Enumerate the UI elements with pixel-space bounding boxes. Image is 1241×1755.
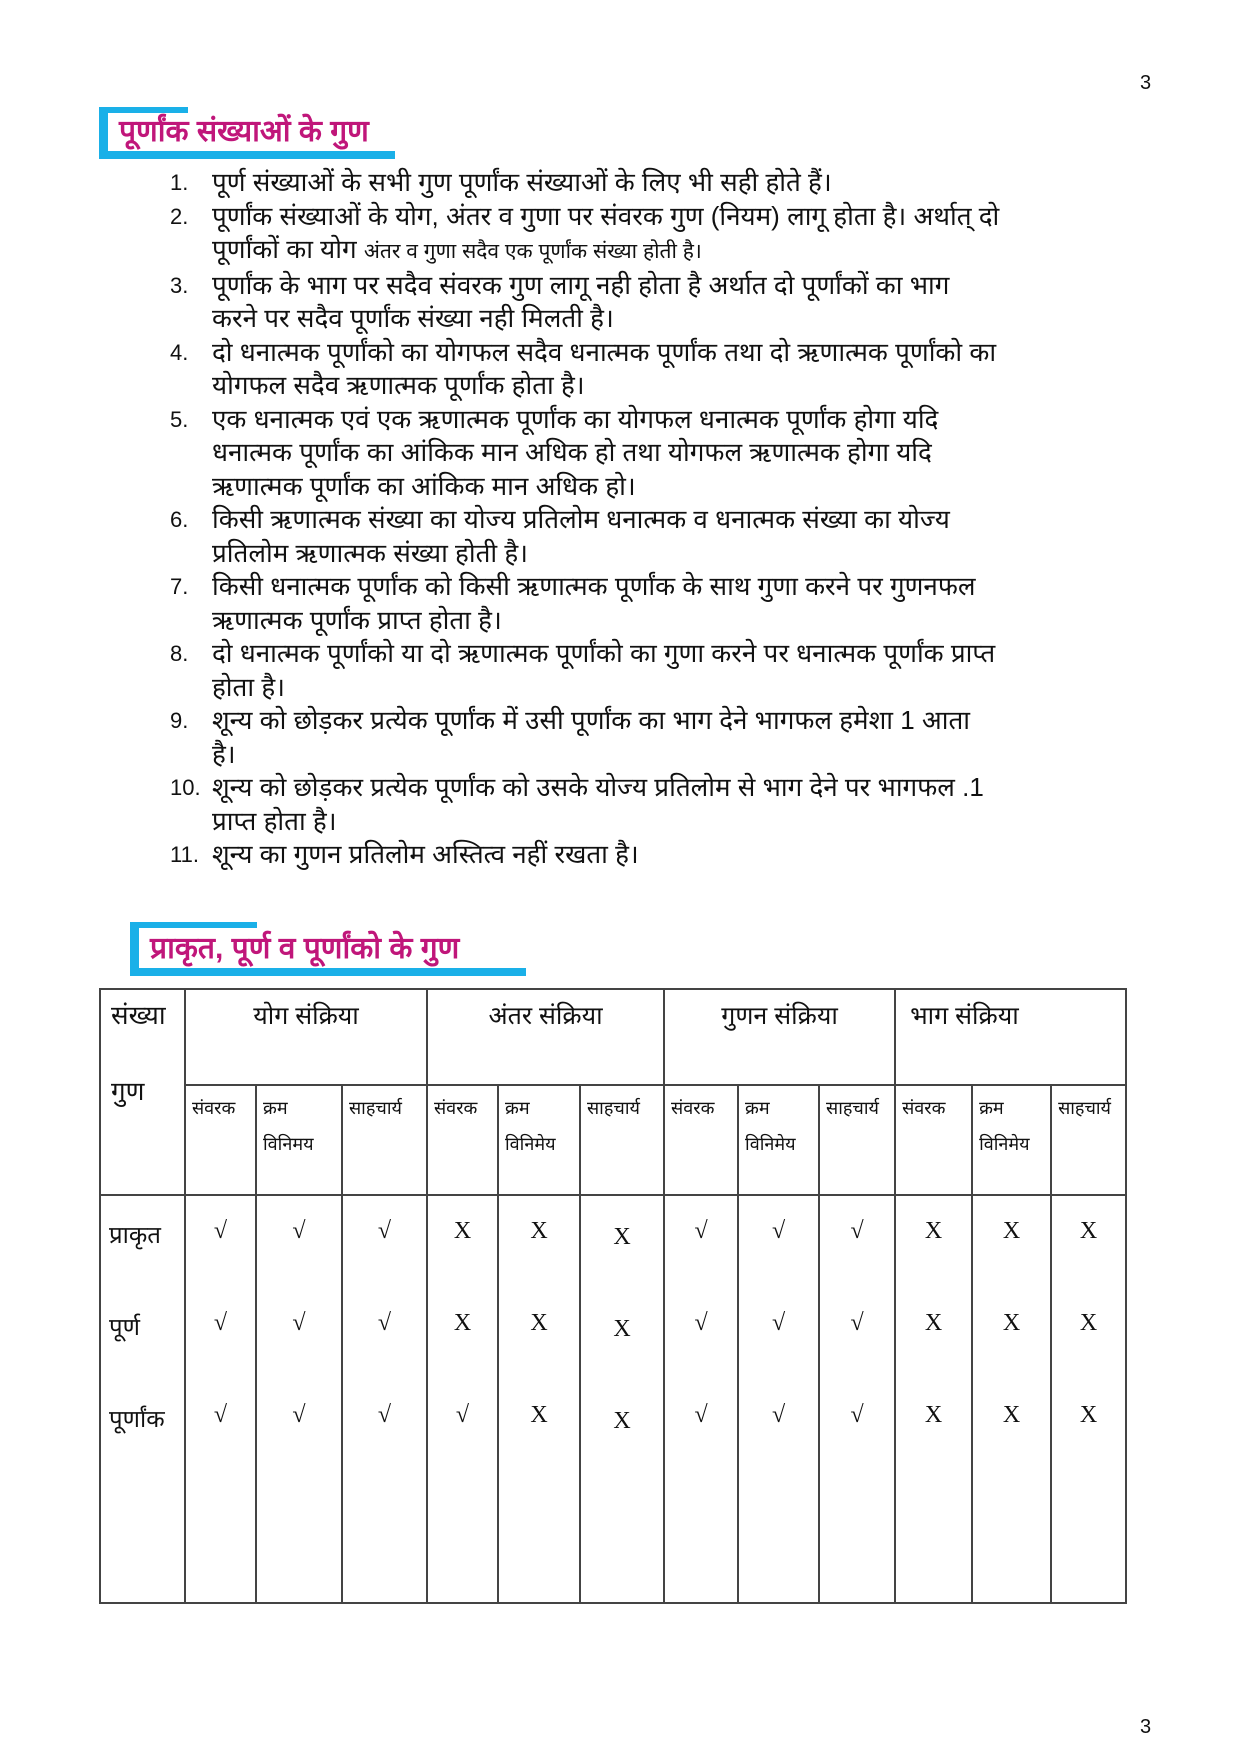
group-header-addition: योग संक्रिया [185, 989, 427, 1085]
list-item [170, 570, 1150, 637]
check-mark: √ [377, 1310, 392, 1336]
line-text: धनात्मक पूर्णांक का आंकिक मान अधिक हो तथा योगफल ऋणात्मक होगा यदि [212, 437, 932, 467]
table-cell [427, 1402, 498, 1603]
group-header-multiplication: गुणन संक्रिया [664, 989, 895, 1085]
title-accent-bar [99, 151, 395, 159]
list-item-line [212, 403, 1150, 437]
line-text: पूर्ण संख्याओं के सभी गुण पूर्णांक संख्याओं के लिए भी सही होते हैं। [212, 167, 832, 197]
subheader-cell: संवरक [427, 1085, 498, 1195]
line-text: ऋणात्मक पूर्णांक प्राप्त होता है। [212, 604, 502, 635]
list-item-number: 5. [170, 406, 189, 432]
check-mark: √ [850, 1310, 864, 1336]
list-item-line [212, 436, 1150, 470]
subheader-cell: साहचार्य [819, 1085, 895, 1195]
cross-mark: X [924, 1402, 943, 1428]
check-mark: √ [292, 1310, 306, 1336]
cross-mark: X [530, 1310, 548, 1336]
line-text: करने पर सदैव पूर्णांक संख्या नही मिलती है। [212, 303, 614, 333]
list-item-number: 4. [170, 339, 189, 365]
check-mark: √ [292, 1218, 306, 1244]
line-text: प्राप्त होता है। [212, 805, 337, 836]
table-cell [972, 1402, 1051, 1603]
check-mark: √ [377, 1402, 392, 1428]
check-mark: √ [694, 1310, 708, 1336]
subheader-cell: क्रम विनिमय [256, 1085, 342, 1195]
table-cell [185, 1195, 256, 1310]
table-cell [1051, 1310, 1126, 1402]
row-label: पूर्ण [100, 1310, 185, 1402]
list-item [170, 704, 1150, 771]
cross-mark: X [924, 1218, 943, 1244]
subheader-cell: क्रम विनिमेय [972, 1085, 1051, 1195]
table-cell [185, 1310, 256, 1402]
list-item-number: 8. [170, 641, 189, 666]
check-mark: √ [771, 1218, 786, 1244]
line-text: प्रतिलोम ऋणात्मक संख्या होती है। [212, 537, 529, 568]
section-title-integer-properties [99, 107, 395, 159]
table-cell [498, 1310, 580, 1402]
line-text: शून्य को छोड़कर प्रत्येक पूर्णांक में उसी पूर्णांक का भाग देने भागफल हमेशा 1 आता [212, 705, 971, 735]
check-mark: √ [455, 1402, 470, 1428]
check-mark: √ [213, 1310, 228, 1336]
list-item [170, 838, 1150, 872]
table-cell [427, 1310, 498, 1402]
list-item-line [212, 166, 1150, 200]
corner-top-label: संख्या [111, 1000, 166, 1030]
list-item-line [212, 704, 1150, 738]
table-cell [819, 1195, 895, 1310]
cross-mark: X [1002, 1402, 1021, 1428]
list-item [170, 336, 1150, 403]
table-cell [342, 1402, 427, 1603]
list-item [170, 637, 1150, 704]
list-item [170, 200, 1150, 269]
table-cell [342, 1195, 427, 1310]
corner-header [100, 989, 185, 1195]
list-item [170, 771, 1150, 838]
list-item-number: 7. [170, 574, 189, 599]
table-cell [738, 1402, 819, 1603]
cross-mark: X [1079, 1310, 1098, 1336]
page-number-top: 3 [1140, 72, 1152, 94]
table-cell [256, 1310, 342, 1402]
line-text: शून्य को छोड़कर प्रत्येक पूर्णांक को उसके योज्य प्रतिलोम से भाग देने पर भागफल .1 [212, 772, 984, 802]
table-cell [819, 1402, 895, 1603]
check-mark: √ [292, 1402, 306, 1428]
table-cell [498, 1402, 580, 1603]
list-item-line [212, 336, 1150, 370]
table-cell [342, 1310, 427, 1402]
list-item-number: 2. [170, 203, 189, 229]
list-item-line [212, 470, 1150, 504]
line-text: पूर्णांकों का योग [212, 234, 357, 264]
check-mark: √ [213, 1402, 228, 1428]
table-cell [1051, 1195, 1126, 1310]
section-title-text: प्राकृत, पूर्ण व पूर्णांको के गुण [150, 932, 460, 965]
list-item-line [212, 738, 1150, 772]
line-text: ऋणात्मक पूर्णांक का आंकिक मान अधिक हो। [212, 470, 636, 501]
title-accent-bar [130, 968, 526, 976]
list-item-line [212, 302, 1150, 336]
table-cell [580, 1195, 664, 1310]
row-label: प्राकृत [100, 1195, 185, 1310]
line-text: एक धनात्मक एवं एक ऋणात्मक पूर्णांक का योगफल धनात्मक पूर्णांक होगा यदि [212, 403, 939, 434]
list-item [170, 269, 1150, 336]
table-cell [664, 1195, 738, 1310]
list-item-line [212, 233, 1150, 269]
line-text: दो धनात्मक पूर्णांको का योगफल सदैव धनात्मक पूर्णांक तथा दो ऋणात्मक पूर्णांको का [212, 336, 997, 367]
list-item-number: 6. [170, 507, 189, 532]
cross-mark: X [924, 1310, 943, 1336]
corner-bottom-label: गुण [111, 1076, 145, 1106]
line-text: है। [212, 738, 236, 769]
list-item-line [212, 503, 1150, 537]
table-cell [819, 1310, 895, 1402]
row-label: पूर्णांक [100, 1402, 185, 1603]
list-item-number: 9. [170, 708, 189, 733]
list-item [170, 403, 1150, 504]
check-mark: √ [771, 1310, 786, 1336]
line-text: शून्य का गुणन प्रतिलोम अस्तित्व नहीं रखता है। [212, 839, 639, 869]
table-cell [972, 1195, 1051, 1310]
properties-list [170, 166, 1150, 872]
list-item-number: 11. [170, 842, 199, 867]
table-cell [580, 1310, 664, 1402]
table-cell [895, 1195, 972, 1310]
check-mark: √ [850, 1402, 864, 1428]
list-item-line [212, 805, 1150, 839]
line-text: पूर्णांक के भाग पर सदैव संवरक गुण लागू नही होता है अर्थात दो पूर्णांकों का भाग [212, 269, 950, 300]
subheader-cell: संवरक [895, 1085, 972, 1195]
subheader-cell: संवरक [185, 1085, 256, 1195]
page-number-bottom: 3 [1140, 1716, 1152, 1738]
cross-mark: X [1079, 1402, 1098, 1428]
cross-mark: X [530, 1218, 548, 1244]
check-mark: √ [694, 1402, 708, 1428]
subheader-cell: साहचार्य [1051, 1085, 1126, 1195]
line-text: दो धनात्मक पूर्णांको या दो ऋणात्मक पूर्णांको का गुणा करने पर धनात्मक पूर्णांक प्राप्त [212, 638, 996, 668]
table-cell [580, 1402, 664, 1603]
subheader-cell: साहचार्य [580, 1085, 664, 1195]
list-item-number: 10. [170, 775, 201, 800]
list-item [170, 503, 1150, 570]
table-cell [738, 1310, 819, 1402]
check-mark: √ [694, 1218, 708, 1244]
subheader-cell: संवरक [664, 1085, 738, 1195]
cross-mark: X [613, 1316, 631, 1342]
table-cell [256, 1195, 342, 1310]
list-item-line [212, 269, 1150, 303]
group-header-division: भाग संक्रिया [895, 989, 1126, 1085]
table-cell [664, 1402, 738, 1603]
section-title-number-properties [130, 922, 526, 976]
table-cell [1051, 1402, 1126, 1603]
list-item-line [212, 637, 1150, 671]
subheader-cell: क्रम विनिमेय [498, 1085, 580, 1195]
properties-table [99, 988, 1127, 1604]
subheader-cell: साहचार्य [342, 1085, 427, 1195]
group-header-subtraction: अंतर संक्रिया [427, 989, 664, 1085]
list-item-number: 3. [170, 272, 189, 298]
list-item-line [212, 537, 1150, 571]
table-cell [895, 1402, 972, 1603]
cross-mark: X [1002, 1310, 1021, 1336]
list-item-line [212, 771, 1150, 805]
table-cell [256, 1402, 342, 1603]
line-text: पूर्णांक संख्याओं के योग, अंतर व गुणा पर संवरक गुण (नियम) लागू होता है। अर्थात् दो [212, 200, 1000, 231]
list-item-line [212, 200, 1150, 234]
line-text: किसी ऋणात्मक संख्या का योज्य प्रतिलोम धनात्मक व धनात्मक संख्या का योज्य [212, 504, 950, 534]
cross-mark: X [1079, 1218, 1098, 1244]
cross-mark: X [613, 1408, 631, 1434]
cross-mark: X [613, 1224, 631, 1250]
list-item-number: 1. [170, 170, 189, 195]
cross-mark: X [453, 1310, 472, 1336]
subheader-cell: क्रम विनिमेय [738, 1085, 819, 1195]
cross-mark: X [453, 1218, 472, 1244]
list-item [170, 166, 1150, 200]
list-item-line [212, 570, 1150, 604]
table-cell [664, 1310, 738, 1402]
table-cell [427, 1195, 498, 1310]
table-cell [185, 1402, 256, 1603]
table-cell [498, 1195, 580, 1310]
check-mark: √ [771, 1402, 786, 1428]
list-item-line [212, 671, 1150, 705]
table-cell [972, 1310, 1051, 1402]
list-item-line [212, 838, 1150, 872]
check-mark: √ [377, 1218, 392, 1244]
line-text: किसी धनात्मक पूर्णांक को किसी ऋणात्मक पूर्णांक के साथ गुणा करने पर गुणनफल [212, 571, 976, 601]
section-title-text: पूर्णांक संख्याओं के गुण [119, 115, 369, 148]
check-mark: √ [213, 1218, 228, 1244]
line-text-small: अंतर व गुणा सदैव एक पूर्णांक संख्या होती है। [363, 240, 702, 263]
check-mark: √ [850, 1218, 864, 1244]
line-text: होता है। [212, 671, 285, 702]
cross-mark: X [1002, 1218, 1021, 1244]
cross-mark: X [530, 1402, 548, 1428]
line-text: योगफल सदैव ऋणात्मक पूर्णांक होता है। [212, 370, 585, 400]
table-cell [895, 1310, 972, 1402]
list-item-line [212, 604, 1150, 638]
table-cell [738, 1195, 819, 1310]
list-item-line [212, 369, 1150, 403]
